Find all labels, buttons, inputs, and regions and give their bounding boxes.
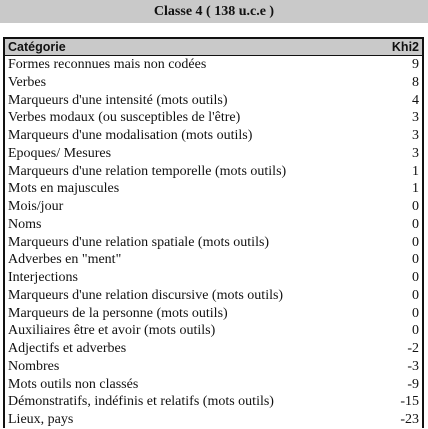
khi2-cell: 4 [412, 92, 419, 108]
khi2-cell: 9 [412, 57, 419, 72]
table-row [5, 269, 422, 287]
khi2-table [3, 37, 424, 428]
table-row [5, 127, 422, 145]
category-cell: Démonstratifs, indéfinis et relatifs (mots outils) [8, 394, 274, 410]
khi2-cell: 1 [412, 181, 419, 197]
table-row [5, 411, 422, 429]
category-cell: Verbes modaux (ou susceptibles de l'être) [8, 110, 241, 126]
khi2-column-header: Khi2 [391, 40, 419, 54]
category-cell: Marqueurs d'une intensité (mots outils) [8, 92, 228, 108]
khi2-cell: -3 [407, 358, 419, 374]
category-cell: Adjectifs et adverbes [8, 341, 127, 356]
khi2-cell: 0 [412, 216, 419, 232]
category-cell: Auxiliaires être et avoir (mots outils) [8, 323, 216, 339]
category-cell: Marqueurs d'une relation discursive (mots outils) [8, 287, 284, 303]
khi2-cell: 0 [412, 234, 419, 250]
khi2-cell: -15 [400, 394, 419, 410]
table-row [5, 251, 422, 269]
khi2-cell: 3 [412, 110, 419, 126]
table-row [5, 180, 422, 198]
table-row [5, 56, 422, 74]
khi2-cell: 0 [412, 252, 419, 268]
table-row [5, 305, 422, 323]
khi2-cell: 3 [412, 145, 419, 161]
table-row [5, 393, 422, 411]
category-cell: Lieux, pays [8, 412, 74, 427]
table-row [5, 109, 422, 127]
table-row [5, 216, 422, 234]
khi2-cell: -23 [400, 412, 419, 427]
khi2-cell: -9 [407, 376, 419, 392]
category-cell: Marqueurs d'une relation temporelle (mots outils) [8, 163, 287, 179]
khi2-cell: 0 [412, 287, 419, 303]
table-row [5, 163, 422, 181]
category-cell: Mois/jour [8, 199, 64, 214]
khi2-cell: 0 [412, 323, 419, 339]
category-cell: Interjections [8, 270, 78, 285]
table-header-row [5, 39, 422, 56]
category-cell: Epoques/ Mesures [8, 145, 112, 161]
table-row [5, 340, 422, 358]
khi2-cell: 0 [412, 199, 419, 214]
khi2-cell: 0 [412, 305, 419, 321]
category-cell: Marqueurs d'une modalisation (mots outils) [8, 128, 253, 143]
khi2-cell: 8 [412, 74, 419, 90]
table-title: Classe 4 ( 138 u.c.e ) [153, 4, 275, 19]
category-column-header: Catégorie [8, 40, 66, 54]
category-cell: Nombres [8, 358, 60, 374]
category-cell: Mots outils non classés [8, 376, 139, 392]
table-row [5, 322, 422, 340]
table-row [5, 376, 422, 394]
category-cell: Noms [8, 216, 42, 232]
table-row [5, 287, 422, 305]
khi2-cell: -2 [407, 341, 419, 356]
category-cell: Marqueurs d'une relation spatiale (mots outils) [8, 234, 270, 250]
table-row [5, 358, 422, 376]
category-cell: Mots en majuscules [8, 181, 120, 197]
khi2-cell: 0 [412, 270, 419, 285]
category-cell: Marqueurs de la personne (mots outils) [8, 305, 228, 321]
khi2-cell: 1 [412, 163, 419, 179]
khi2-cell: 3 [412, 128, 419, 143]
category-cell: Verbes [8, 74, 47, 90]
category-cell: Adverbes en "ment" [8, 252, 122, 268]
table-row [5, 92, 422, 110]
table-row [5, 234, 422, 252]
table-row [5, 145, 422, 163]
table-body [5, 56, 422, 429]
table-row [5, 198, 422, 216]
category-cell: Formes reconnues mais non codées [8, 57, 207, 72]
table-row [5, 74, 422, 92]
